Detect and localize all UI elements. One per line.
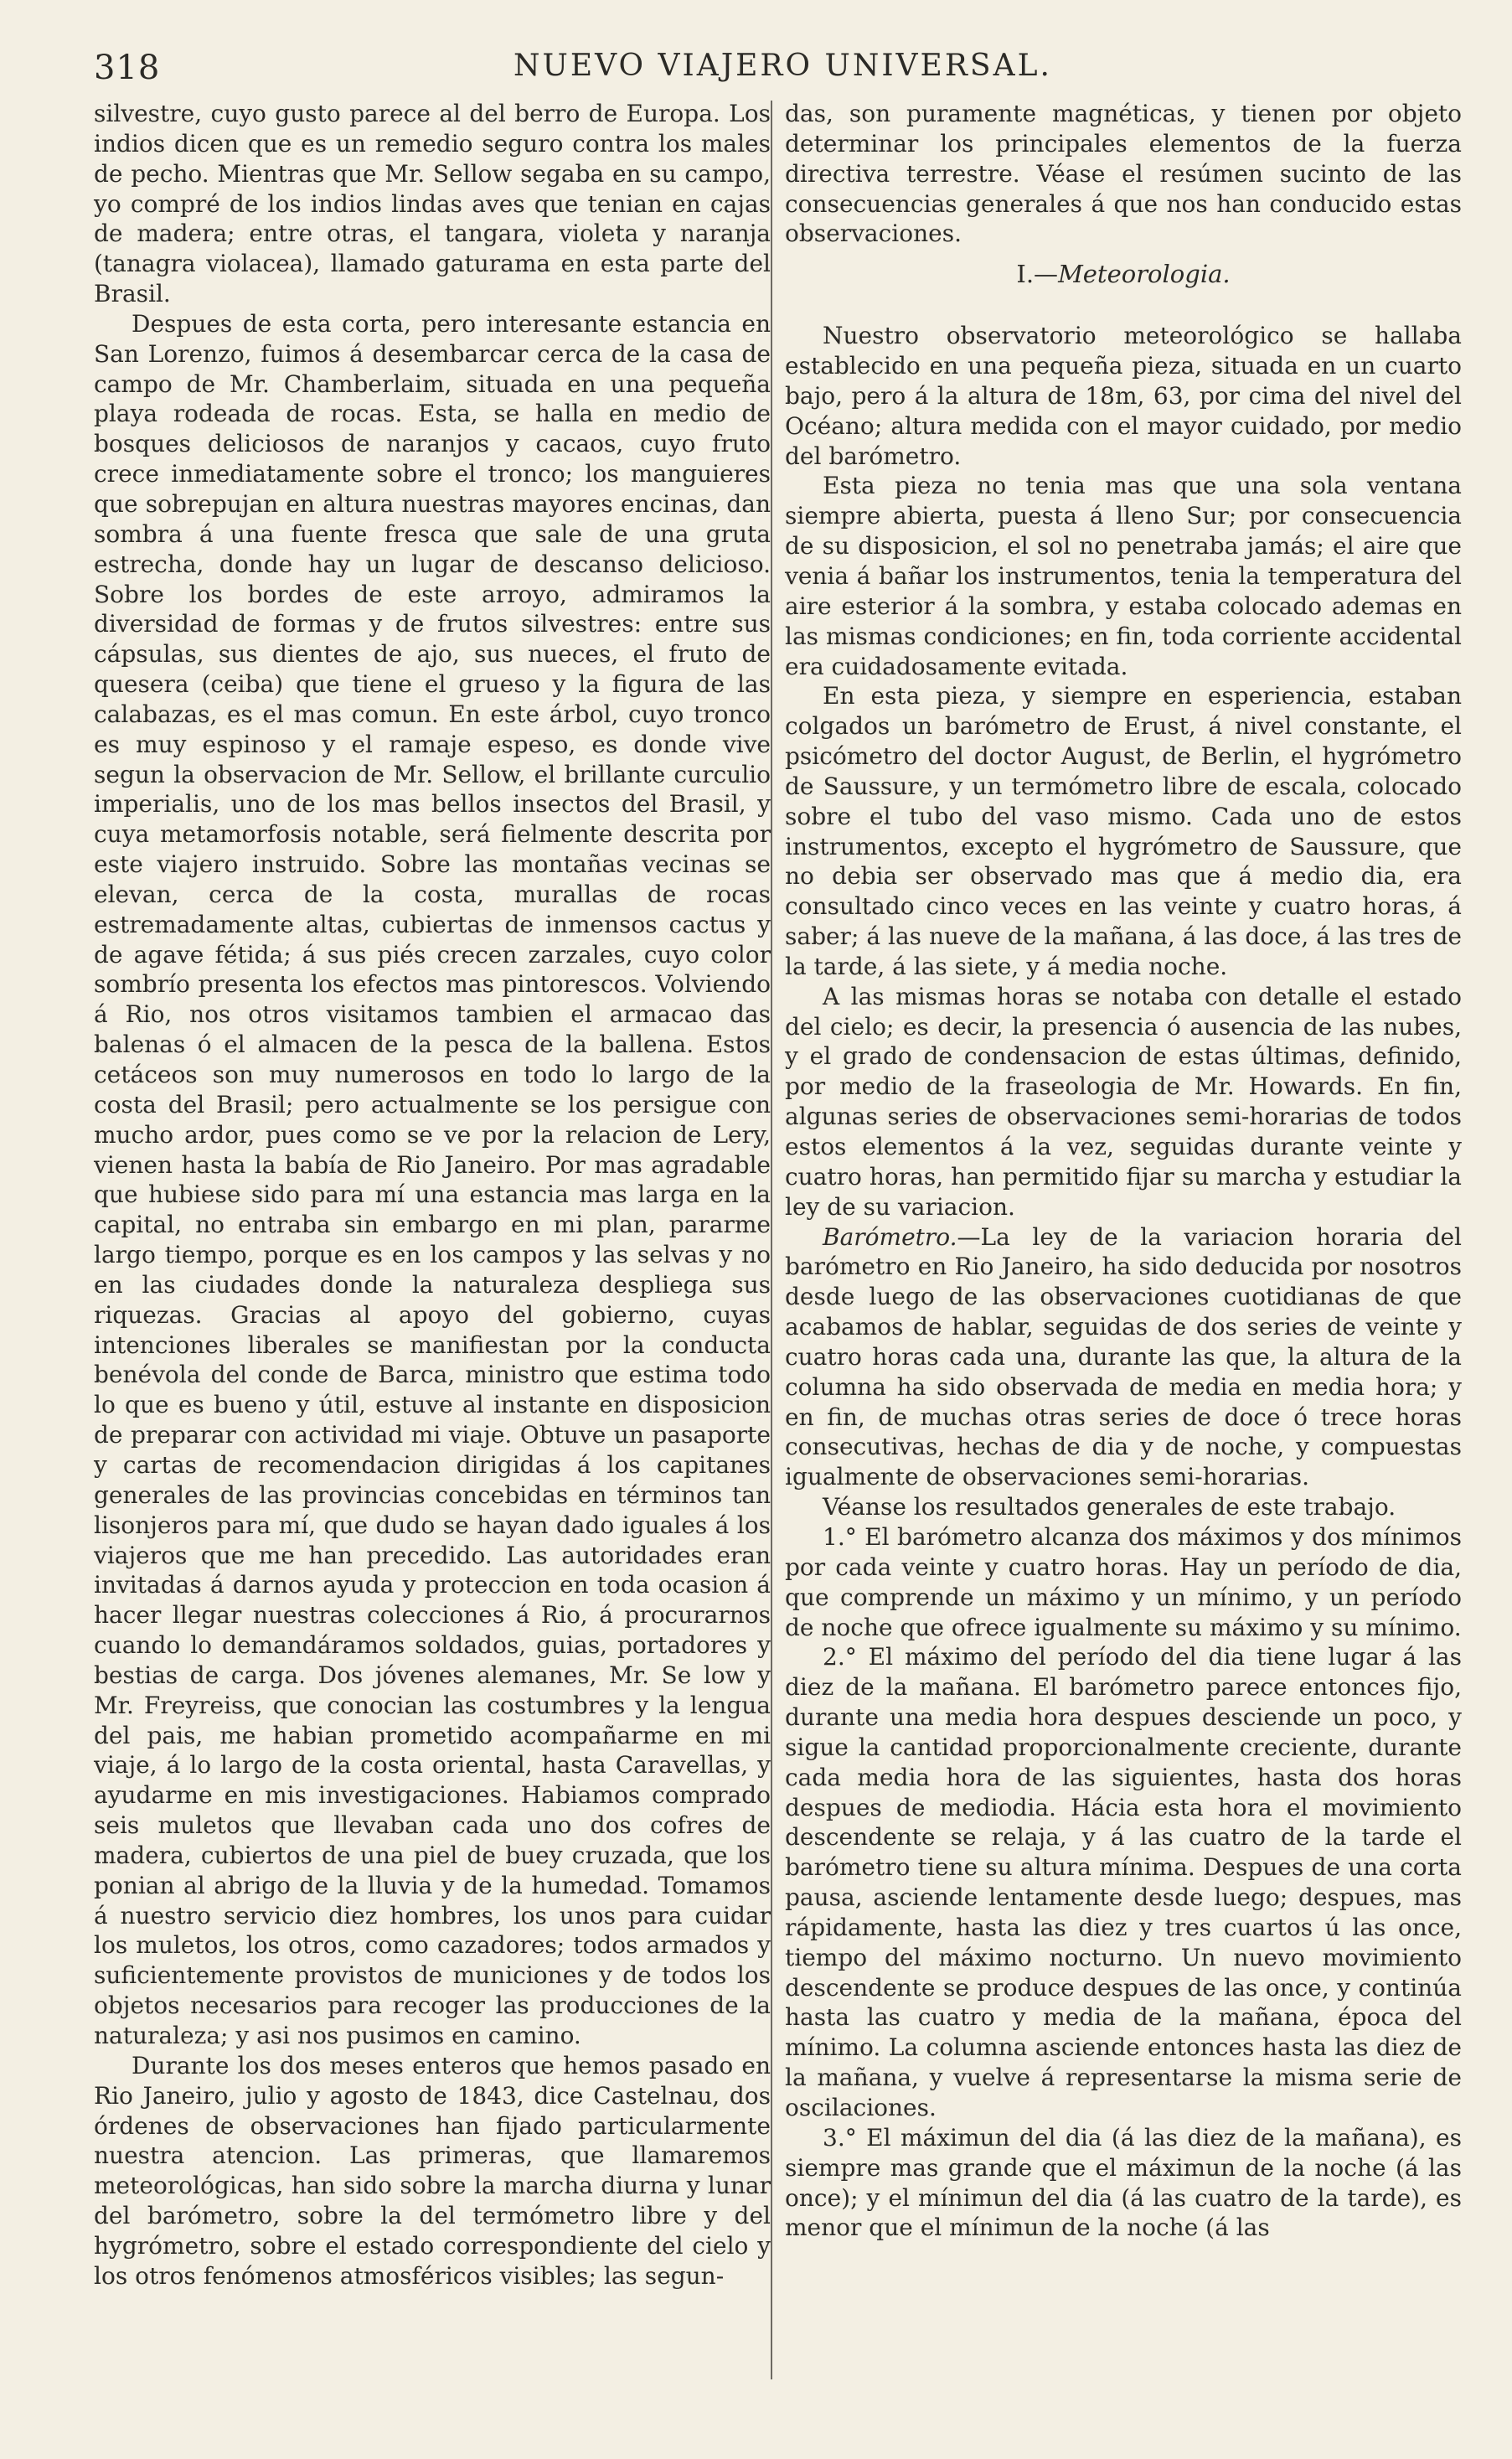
paragraph: 2.° El máximo del período del dia tiene lugar á las diez de la mañana. El barómetro parece entonces fijo, durante una media hora despues desciende un poco, y sigue la cantidad proporcionalmente creciente, durante cada media hora de las siguientes, hasta dos horas despues de mediodia. Hácia esta hora el movimiento descendente se relaja, y á las cuatro de la tarde el barómetro tiene su altura mínima. Despues de una corta pausa, asciende lentamente desde luego; despues, mas rápidamente, hasta las diez y tres cuartos ú las once, tiempo del máximo nocturno. Un nuevo movimiento descendente se produce despues de las once, y continúa hasta las cuatro y media de la mañana, época del mínimo. La columna asciende entonces hasta las diez de la mañana, y vuelve á representarse la misma serie de oscilaciones. bbox=[785, 1643, 1462, 2121]
paragraph bbox=[785, 1222, 1462, 1493]
section-number: I.— bbox=[1016, 260, 1059, 289]
paragraph-lead: Barómetro. bbox=[823, 1222, 957, 1251]
paragraph: das, son puramente magnéticas, y tienen por objeto determinar los principales elementos de la fuerza directiva terrestre. Véase el resúmen sucinto de las consecuencias generales á que nos han conducido estas observaciones. bbox=[785, 100, 1462, 248]
paragraph: Durante los dos meses enteros que hemos pasado en Rio Janeiro, julio y agosto de 1843, dice Castelnau, dos órdenes de observaciones han fijado particularmente nuestra atencion. Las primeras, que llamaremos meteorológicas, han sido sobre la marcha diurna y lunar del barómetro, sobre la del termómetro libre y del hygrómetro, sobre el estado correspondiente del cielo y los otros fenómenos atmosféricos visibles; las segun- bbox=[94, 2051, 771, 2290]
running-title: NUEVO VIAJERO UNIVERSAL. bbox=[513, 49, 1052, 83]
paragraph-body: —La ley de la variacion horaria del barómetro en Rio Janeiro, ha sido deducida por nosotros desde luego de las observaciones cuotidianas de que acabamos de hablar, seguidas de dos series de veinte y cuatro horas cada una, durante las que, la altura de la columna ha sido observada de media en media hora; y en fin, de muchas otras series de doce ó trece horas consecutivas, hechas de dia y de noche, y compuestas igualmente de observaciones semi-horarias. bbox=[785, 1222, 1462, 1491]
paragraph: silvestre, cuyo gusto parece al del berro de Europa. Los indios dicen que es un remedio seguro contra los males de pecho. Mientras que Mr. Sellow segaba en su campo, yo compré de los indios lindas aves que tenian en cajas de madera; entre otras, el tangara, violeta y naranja (tanagra violacea), llamado gaturama en esta parte del Brasil. bbox=[94, 100, 771, 308]
right-column bbox=[785, 99, 1462, 2243]
section-heading bbox=[785, 259, 1462, 289]
paragraph: A las mismas horas se notaba con detalle el estado del cielo; es decir, la presencia ó ausencia de las nubes, y el grado de condensacion de estas últimas, definido, por medio de la fraseologia de Mr. Howards. En fin, algunas series de observaciones semi-horarias de todos estos elementos á la vez, seguidas durante veinte y cuatro horas, han permitido fijar su marcha y estudiar la ley de su variacion. bbox=[785, 982, 1462, 1221]
column-divider bbox=[771, 101, 772, 2379]
paragraph: Esta pieza no tenia mas que una sola ventana siempre abierta, puesta á lleno Sur; por consecuencia de su disposicion, el sol no penetraba jamás; el aire que venia á bañar los instrumentos, tenia la temperatura del aire esterior á la sombra, y estaba colocado ademas en las mismas condiciones; en fin, toda corriente accidental era cuidadosamente evitada. bbox=[785, 472, 1462, 680]
paragraph: En esta pieza, y siempre en esperiencia, estaban colgados un barómetro de Erust, á nivel constante, el psicómetro del doctor August, de Berlin, el hygrómetro de Saussure, y un termómetro libre de escala, colocado sobre el tubo del vaso mismo. Cada uno de estos instrumentos, excepto el hygrómetro de Saussure, que no debia ser observado mas que á medio dia, era consultado cinco veces en las veinte y cuatro horas, á saber; á las nueve de la mañana, á las doce, á las tres de la tarde, á las siete, y á media noche. bbox=[785, 682, 1462, 980]
paragraph: Nuestro observatorio meteorológico se hallaba establecido en una pequeña pieza, situada en un cuarto bajo, pero á la altura de 18m, 63, por cima del nivel del Océano; altura medida con el mayor cuidado, por medio del barómetro. bbox=[785, 322, 1462, 470]
left-column bbox=[94, 99, 771, 2291]
paragraph: 3.° El máximun del dia (á las diez de la mañana), es siempre mas grande que el máximun de la noche (á las once); y el mínimun del dia (á las cuatro de la tarde), es menor que el mínimun de la noche (á las bbox=[785, 2123, 1462, 2242]
paragraph: 1.° El barómetro alcanza dos máximos y dos mínimos por cada veinte y cuatro horas. Hay un período de dia, que comprende un máximo y un mínimo, y un período de noche que ofrece igualmente su máximo y su mínimo. bbox=[785, 1522, 1462, 1641]
paragraph: Véanse los resultados generales de este trabajo. bbox=[823, 1493, 1396, 1521]
section-title: Meteorologia. bbox=[1058, 260, 1231, 289]
page-header bbox=[94, 49, 1472, 99]
page-number: 318 bbox=[94, 49, 161, 87]
paragraph: Despues de esta corta, pero interesante estancia en San Lorenzo, fuimos á desembarcar cerca de la casa de campo de Mr. Chamberlaim, situada en una pequeña playa rodeada de rocas. Esta, se halla en medio de bosques deliciosos de naranjos y cacaos, cuyo fruto crece inmediatamente sobre el tronco; los manguieres que sobrepujan en altura nuestras mayores encinas, dan sombra á una fuente fresca que sale de una gruta estrecha, donde hay un lugar de descanso delicioso. Sobre los bordes de este arroyo, admiramos la diversidad de formas y de frutos silvestres: entre sus cápsulas, sus dientes de ajo, sus nueces, el fruto de quesera (ceiba) que tiene el grueso y la figura de las calabazas, es el mas comun. En este árbol, cuyo tronco es muy espinoso y el ramaje espeso, es donde vive segun la observacion de Mr. Sellow, el brillante curculio imperialis, uno de los mas bellos insectos del Brasil, y cuya metamorfosis notable, será fielmente descrita por este viajero instruido. Sobre las montañas vecinas se elevan, cerca de la costa, murallas de rocas estremadamente altas, cubiertas de inmensos cactus y de agave fétida; á sus piés crecen zarzales, cuyo color sombrío presenta los efectos mas pintorescos. Volviendo á Rio, nos otros visitamos tambien el armacao das balenas ó el almacen de la pesca de la ballena. Estos cetáceos son muy numerosos en todo lo largo de la costa del Brasil; pero actualmente se los persigue con mucho ardor, pues como se ve por la relacion de Lery, vienen hasta la babía de Rio Janeiro. Por mas agradable que hubiese sido para mí una estancia mas larga en la capital, no entraba sin embargo en mi plan, pararme largo tiempo, porque es en los campos y las selvas y no en las ciudades donde la naturaleza despliega sus riquezas. Gracias al apoyo del gobierno, cuyas intenciones liberales se manifiestan por la conducta benévola del conde de Barca, ministro que estima todo lo que es bueno y útil, estuve al instante en disposicion de preparar con actividad mi viaje. Obtuve un pasaporte y cartas de recomendacion dirigidas á los capitanes generales de las provincias concebidas en términos tan lisonjeros para mí, que dudo se hayan dado iguales á los viajeros que me han precedido. Las autoridades eran invitadas á darnos ayuda y proteccion en toda ocasion á hacer llegar nuestras colecciones á Rio, á procurarnos cuando lo demandáramos soldados, guias, portadores y bestias de carga. Dos jóvenes alemanes, Mr. Se low y Mr. Freyreiss, que conocian las costumbres y la lengua del pais, me habian prometido acompañarme en mi viaje, á lo largo de la costa oriental, hasta Caravellas, y ayudarme en mis investigaciones. Habiamos comprado seis muletos que llevaban cada uno dos cofres de madera, cubiertos de una piel de buey cruzada, que los ponian al abrigo de la lluvia y de la humedad. Tomamos á nuestro servicio diez hombres, los unos para cuidar los muletos, los otros, como cazadores; todos armados y suficientemente provistos de municiones y de todos los objetos necesarios para recoger las producciones de la naturaleza; y asi nos pusimos en camino. bbox=[94, 309, 771, 2049]
